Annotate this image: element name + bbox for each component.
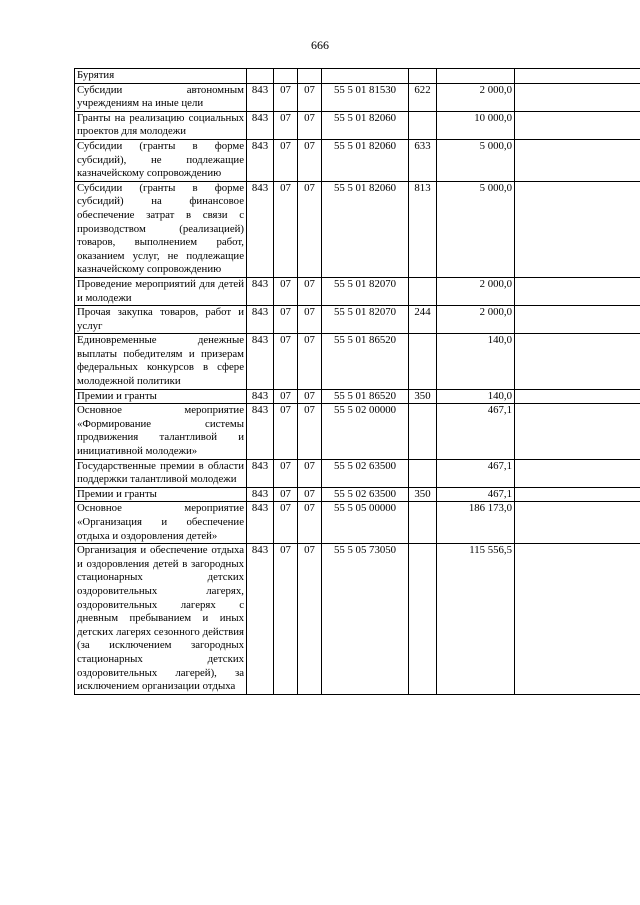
row-vr: 633 bbox=[409, 139, 437, 181]
row-vr bbox=[409, 459, 437, 487]
row-extra bbox=[515, 544, 640, 695]
row-extra bbox=[515, 69, 640, 84]
row-ved: 843 bbox=[247, 459, 274, 487]
row-rz: 07 bbox=[274, 487, 298, 502]
row-csr: 55 5 01 82060 bbox=[322, 181, 409, 277]
row-csr: 55 5 02 63500 bbox=[322, 459, 409, 487]
row-rz: 07 bbox=[274, 306, 298, 334]
row-pr: 07 bbox=[298, 83, 322, 111]
row-name: Гранты на реализацию социальных проектов для молодежи bbox=[75, 111, 247, 139]
row-ved: 843 bbox=[247, 487, 274, 502]
table-row bbox=[75, 459, 640, 487]
row-sum: 140,0 bbox=[437, 334, 515, 389]
row-sum: 10 000,0 bbox=[437, 111, 515, 139]
row-csr: 55 5 02 00000 bbox=[322, 404, 409, 459]
row-vr: 244 bbox=[409, 306, 437, 334]
row-pr: 07 bbox=[298, 389, 322, 404]
row-rz: 07 bbox=[274, 83, 298, 111]
row-name: Субсидии (гранты в форме субсидий), не подлежащие казначейскому сопровождению bbox=[75, 139, 247, 181]
row-ved: 843 bbox=[247, 181, 274, 277]
row-extra bbox=[515, 277, 640, 305]
row-extra bbox=[515, 306, 640, 334]
row-csr: 55 5 01 81530 bbox=[322, 83, 409, 111]
row-extra bbox=[515, 181, 640, 277]
row-sum: 2 000,0 bbox=[437, 83, 515, 111]
row-vr bbox=[409, 502, 437, 544]
table-row bbox=[75, 334, 640, 389]
row-sum bbox=[437, 69, 515, 84]
row-rz: 07 bbox=[274, 459, 298, 487]
row-csr: 55 5 01 82060 bbox=[322, 111, 409, 139]
row-vr bbox=[409, 544, 437, 695]
row-rz bbox=[274, 69, 298, 84]
row-extra bbox=[515, 459, 640, 487]
row-csr bbox=[322, 69, 409, 84]
row-vr: 350 bbox=[409, 389, 437, 404]
row-vr bbox=[409, 111, 437, 139]
row-ved: 843 bbox=[247, 277, 274, 305]
row-rz: 07 bbox=[274, 277, 298, 305]
row-csr: 55 5 01 82070 bbox=[322, 277, 409, 305]
table-row bbox=[75, 306, 640, 334]
row-vr: 813 bbox=[409, 181, 437, 277]
row-pr: 07 bbox=[298, 502, 322, 544]
table-row bbox=[75, 69, 640, 84]
row-name: Единовременные денежные выплаты победителям и призерам федеральных конкурсов в сфере молодежной политики bbox=[75, 334, 247, 389]
row-extra bbox=[515, 404, 640, 459]
table-row bbox=[75, 83, 640, 111]
row-extra bbox=[515, 111, 640, 139]
row-ved: 843 bbox=[247, 404, 274, 459]
row-vr bbox=[409, 334, 437, 389]
row-sum: 467,1 bbox=[437, 404, 515, 459]
row-sum: 140,0 bbox=[437, 389, 515, 404]
row-vr: 350 bbox=[409, 487, 437, 502]
row-extra bbox=[515, 83, 640, 111]
row-rz: 07 bbox=[274, 404, 298, 459]
table-row bbox=[75, 139, 640, 181]
row-name: Бурятия bbox=[75, 69, 247, 84]
row-name: Основное мероприятие «Формирование системы продвижения талантливой и инициативной молодежи» bbox=[75, 404, 247, 459]
row-ved: 843 bbox=[247, 544, 274, 695]
row-name: Проведение мероприятий для детей и молодежи bbox=[75, 277, 247, 305]
table-row bbox=[75, 181, 640, 277]
row-vr: 622 bbox=[409, 83, 437, 111]
row-pr: 07 bbox=[298, 111, 322, 139]
row-csr: 55 5 01 82070 bbox=[322, 306, 409, 334]
row-name: Премии и гранты bbox=[75, 487, 247, 502]
row-rz: 07 bbox=[274, 334, 298, 389]
row-csr: 55 5 05 73050 bbox=[322, 544, 409, 695]
table-row bbox=[75, 544, 640, 695]
row-rz: 07 bbox=[274, 139, 298, 181]
table-row bbox=[75, 389, 640, 404]
row-pr: 07 bbox=[298, 306, 322, 334]
row-vr bbox=[409, 277, 437, 305]
row-csr: 55 5 01 86520 bbox=[322, 389, 409, 404]
table-row bbox=[75, 502, 640, 544]
row-rz: 07 bbox=[274, 111, 298, 139]
budget-table bbox=[74, 68, 640, 695]
row-sum: 115 556,5 bbox=[437, 544, 515, 695]
row-vr bbox=[409, 69, 437, 84]
row-extra bbox=[515, 389, 640, 404]
row-name: Премии и гранты bbox=[75, 389, 247, 404]
row-name: Государственные премии в области поддержки талантливой молодежи bbox=[75, 459, 247, 487]
row-extra bbox=[515, 487, 640, 502]
row-pr: 07 bbox=[298, 139, 322, 181]
row-sum: 5 000,0 bbox=[437, 181, 515, 277]
row-ved: 843 bbox=[247, 389, 274, 404]
row-name: Субсидии автономным учреждениям на иные цели bbox=[75, 83, 247, 111]
row-sum: 2 000,0 bbox=[437, 306, 515, 334]
row-name: Основное мероприятие «Организация и обеспечение отдыха и оздоровления детей» bbox=[75, 502, 247, 544]
row-rz: 07 bbox=[274, 544, 298, 695]
row-pr: 07 bbox=[298, 277, 322, 305]
row-pr: 07 bbox=[298, 334, 322, 389]
row-sum: 467,1 bbox=[437, 487, 515, 502]
row-pr: 07 bbox=[298, 181, 322, 277]
row-pr: 07 bbox=[298, 544, 322, 695]
row-sum: 2 000,0 bbox=[437, 277, 515, 305]
row-name: Прочая закупка товаров, работ и услуг bbox=[75, 306, 247, 334]
row-pr: 07 bbox=[298, 487, 322, 502]
page-number: 666 bbox=[311, 38, 329, 52]
table-row bbox=[75, 404, 640, 459]
table-row bbox=[75, 487, 640, 502]
row-ved: 843 bbox=[247, 306, 274, 334]
row-rz: 07 bbox=[274, 181, 298, 277]
row-extra bbox=[515, 139, 640, 181]
row-csr: 55 5 01 86520 bbox=[322, 334, 409, 389]
row-csr: 55 5 02 63500 bbox=[322, 487, 409, 502]
row-sum: 186 173,0 bbox=[437, 502, 515, 544]
row-pr: 07 bbox=[298, 404, 322, 459]
row-sum: 5 000,0 bbox=[437, 139, 515, 181]
row-sum: 467,1 bbox=[437, 459, 515, 487]
row-rz: 07 bbox=[274, 502, 298, 544]
table-row bbox=[75, 277, 640, 305]
table-row bbox=[75, 111, 640, 139]
row-ved: 843 bbox=[247, 502, 274, 544]
row-extra bbox=[515, 334, 640, 389]
row-ved: 843 bbox=[247, 139, 274, 181]
row-extra bbox=[515, 502, 640, 544]
row-ved: 843 bbox=[247, 83, 274, 111]
row-name: Субсидии (гранты в форме субсидий) на финансовое обеспечение затрат в связи с производством (реализацией) товаров, выполнением работ, оказанием услуг, не подлежащие казначейскому сопровождению bbox=[75, 181, 247, 277]
row-csr: 55 5 01 82060 bbox=[322, 139, 409, 181]
row-ved: 843 bbox=[247, 334, 274, 389]
row-ved: 843 bbox=[247, 111, 274, 139]
row-pr: 07 bbox=[298, 459, 322, 487]
row-ved bbox=[247, 69, 274, 84]
row-csr: 55 5 05 00000 bbox=[322, 502, 409, 544]
row-name: Организация и обеспечение отдыха и оздоровления детей в загородных стационарных детских оздоровительных лагерях, оздоровительных лагерях с дневным пребыванием и иных детских лагерях сезонного действия (за исключением загородных стационарных детских оздоровительных лагерей), за исключением организации отдыха bbox=[75, 544, 247, 695]
row-pr bbox=[298, 69, 322, 84]
row-rz: 07 bbox=[274, 389, 298, 404]
row-vr bbox=[409, 404, 437, 459]
